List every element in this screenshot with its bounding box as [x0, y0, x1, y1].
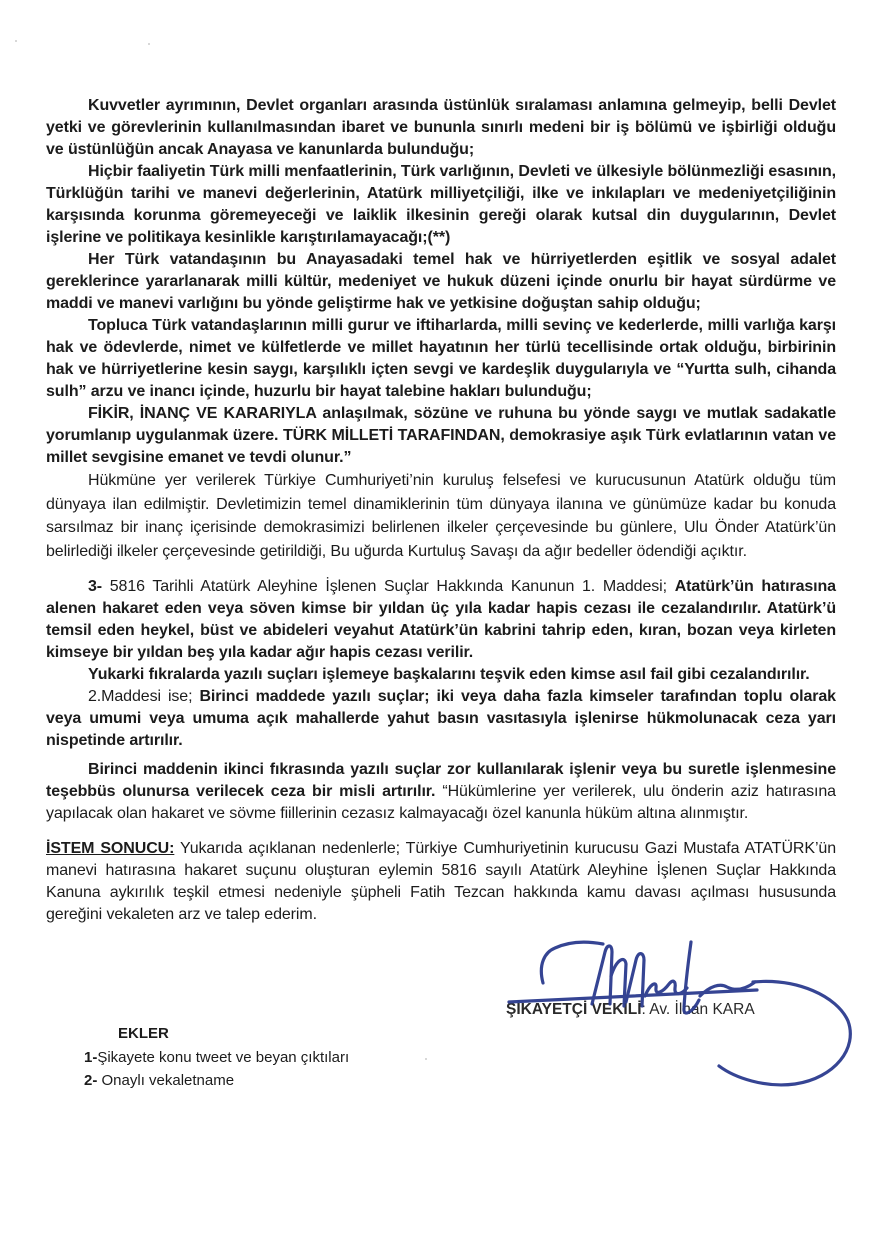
paragraph-text: Yukarıda açıklanan nedenlerle; Türkiye Cumhuriyetinin kurucusu Gazi Mustafa ATATÜRK’ün manevi hatırasına hakaret suçunu oluşturan eylemin 5816 sayılı Atatürk Aleyhine İşlenen Suçlar Hakkında Kanuna aykırılık teşkil etmesi nedeniyle şüpheli Fatih Tezcan hakkında kamu davası açılması hususunda gereğini vekaleten arz ve talep ederim.	[46, 840, 836, 924]
paragraph-text: Topluca Türk vatandaşlarının milli gurur ve iftiharlarda, milli sevinç ve kederlerde, milli varlığa karşı hak ve ödevlerde, nimet ve külfetlerde ve millet hayatının her türlü tecellisinde ortak olduğu, birbirinin hak ve hürriyetlerine kesin saygı, karşılıklı içten sevgi ve kardeşlik duygularıyla ve “Yurtta sulh, cihanda sulh” arzu ve inancı içinde, huzurlu bir hayat talebine hakları bulunduğu;	[46, 317, 836, 400]
attachments-title: EKLER	[118, 1025, 169, 1042]
scan-speckle	[148, 43, 150, 45]
scan-speckle	[425, 1058, 427, 1060]
paragraph-constitution-powers	[46, 95, 836, 161]
paragraph-text: Kuvvetler ayrımının, Devlet organları arasında üstünlük sıralaması anlamına gelmeyip, belli Devlet yetki ve görevlerinin kullanılmasından ibaret ve bununla sınırlı medeni bir iş bölümü ve işbirliği olduğu ve üstünlüğün ancak Anayasa ve kanunlarda bulunduğu;	[46, 97, 836, 158]
paragraph-law-5816-incitement	[46, 664, 836, 686]
complainant-attorney-line	[506, 1001, 755, 1019]
attachment-item-1	[84, 1046, 349, 1070]
paragraph-text: Her Türk vatandaşının bu Anayasadaki temel hak ve hürriyetlerden eşitlik ve sosyal adalet gereklerince yararlanarak milli kültür, medeniyet ve hukuk düzeni içinde onurlu bir hayat sürdürme ve maddi ve manevi varlığını bu yönde geliştirme hak ve yetkisine doğuştan sahip olduğu;	[46, 251, 836, 312]
paragraph-constitution-collective	[46, 315, 836, 403]
paragraph-constitution-entrustment	[46, 403, 836, 469]
complainant-attorney-label: ŞİKAYETÇİ VEKİLİ	[506, 1001, 642, 1018]
paragraph-law-5816-article-1	[46, 576, 836, 664]
paragraph-text: “Hükümlerine yer verilerek, ulu önderin aziz hatırasına yapılacak olan hakaret ve sövme fiillerinin cezasız kalmayacağı özel kanunla hüküm altına alınmıştır.	[46, 783, 836, 823]
attachment-number: 2-	[84, 1072, 98, 1089]
paragraph-text: FİKİR, İNANÇ VE KARARIYLA anlaşılmak, sözüne ve ruhuna bu yönde saygı ve mutlak sadakatle yorumlanıp uygulanmak üzere. TÜRK MİLLETİ TARAFINDAN, demokrasiye aşık Türk evlatlarının vatan ve millet sevgisine emanet ve tevdi olunur.”	[46, 405, 836, 466]
item-number: 3-	[88, 578, 103, 596]
paragraph-text: 2.Maddesi ise;	[88, 688, 200, 706]
complainant-attorney-name: : Av. İlhan KARA	[641, 1001, 755, 1018]
paragraph-text: Hükmüne yer verilerek Türkiye Cumhuriyeti’nin kuruluş felsefesi ve kurucusunun Atatürk olduğu tüm dünyaya ilan edilmiştir. Devletimizin temel dinamiklerinin tüm dünyaya ilanına ve günümüze kadar bu konuda sarsılmaz bir inanç içerisinde demokrasimizi belirlenen ilkeler çerçevesinde bu günlere, Ulu Önder Atatürk’ün belirlediği ilkeler çerçevesinde getirildiği, Bu uğurda Kurtuluş Savaşı da ağır bedeller ödendiği açıktır.	[46, 472, 836, 560]
scan-speckle	[15, 40, 17, 42]
attachment-number: 1-	[84, 1048, 98, 1066]
attachment-text: Şikayete konu tweet ve beyan çıktıları	[97, 1048, 350, 1066]
conclusion-heading: İSTEM SONUCU:	[46, 840, 175, 858]
paragraph-text: Hiçbir faaliyetin Türk milli menfaatlerinin, Türk varlığının, Devleti ve ülkesiyle bölünmezliği esasının, Türklüğün tarihi ve manevi değerlerinin, Atatürk milliyetçiliği, ilke ve inkılapları ve medeniyetçiliğinin karşısında korunma göremeyeceği ve laiklik ilkesinin gereği olarak kutsal din duygularının, Devlet işlerine ve politikaya kesinlikle karıştırılamayacağı;(**)	[46, 163, 836, 246]
paragraph-text: 5816 Tarihli Atatürk Aleyhine İşlenen Suçlar Hakkında Kanunun 1. Maddesi;	[102, 578, 675, 596]
paragraph-text: Yukarki fıkralarda yazılı suçları işlemeye başkalarını teşvik eden kimse asıl fail gibi cezalandırılır.	[88, 666, 810, 684]
attachments-section	[84, 1022, 349, 1093]
paragraph-constitution-activities	[46, 161, 836, 249]
attachment-text: Onaylı vekaletname	[97, 1072, 235, 1089]
paragraph-text: Birinci maddenin ikinci fıkrasında yazılı suçlar zor kullanılarak işlenir veya bu suretle işlenmesine teşebbüs olunursa verilecek ceza bir misli artırılır.	[46, 761, 836, 801]
attachment-item-2	[84, 1069, 349, 1093]
paragraph-law-5816-article-2	[46, 686, 836, 752]
paragraph-text: Birinci maddede yazılı suçlar; iki veya daha fazla kimseler tarafından toplu olarak veya umumi veya umuma açık mahallerde yahut basın vasıtasıyla işlenirse hükmolunacak ceza yarı nispetinde artırılır.	[46, 688, 836, 750]
document-body	[46, 95, 836, 926]
paragraph-constitution-rights	[46, 249, 836, 315]
paragraph-law-5816-aggravation	[46, 759, 836, 825]
paragraph-request-conclusion	[46, 838, 836, 926]
paragraph-founding-philosophy	[46, 469, 836, 563]
paragraph-text: Atatürk’ün hatırasına alenen hakaret eden veya söven kimse bir yıldan üç yıla kadar hapis cezası ile cezalandırılır. Atatürk’ü temsil eden heykel, büst ve abideleri veyahut Atatürk’ün kabrini tahrip eden, kıran, bozan veya kirleten kimseye bir yıldan beş yıla kadar ağır hapis cezası verilir.	[46, 578, 836, 662]
